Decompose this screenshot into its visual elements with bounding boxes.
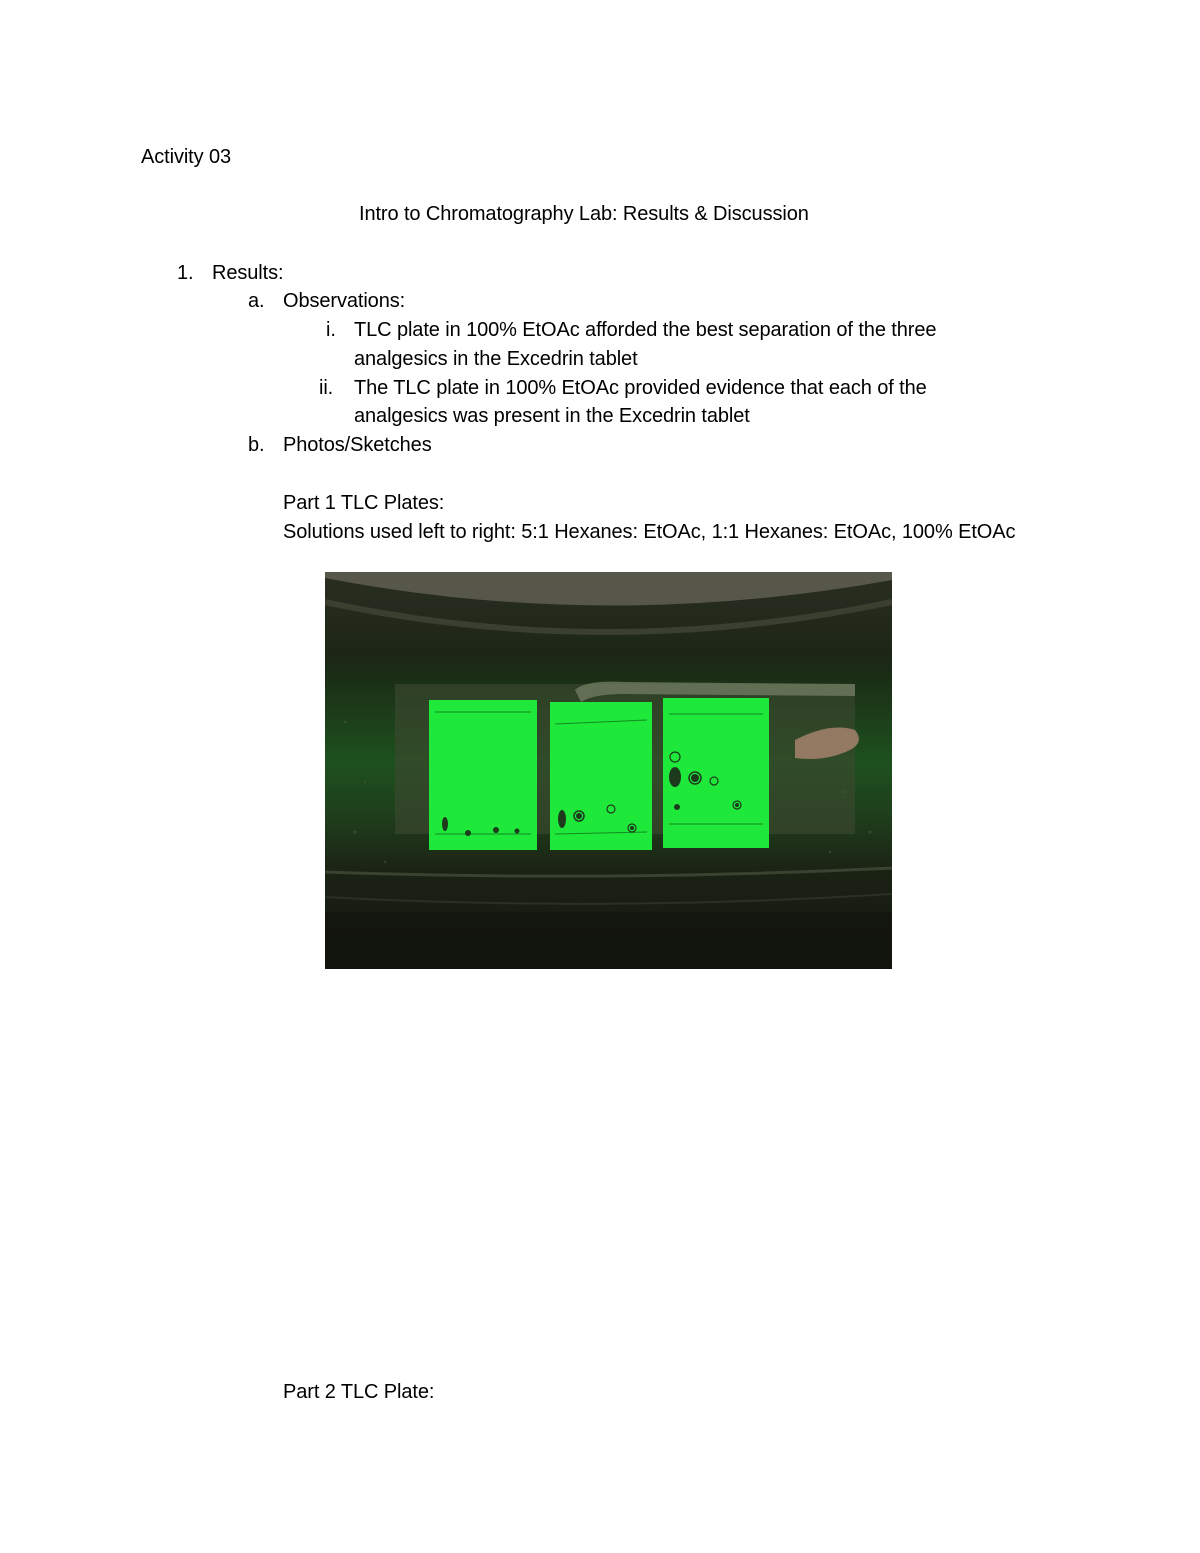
- observation-1-line-2: analgesics in the Excedrin tablet: [354, 348, 638, 370]
- list-number-1: 1.: [177, 262, 194, 284]
- observation-1-line-1: TLC plate in 100% EtOAc afforded the best separation of the three: [354, 319, 937, 341]
- list-marker-i: i.: [326, 319, 336, 341]
- observation-2-line-1: The TLC plate in 100% EtOAc provided evidence that each of the: [354, 377, 927, 399]
- list-marker-ii: ii.: [319, 377, 334, 399]
- list-marker-a: a.: [248, 290, 265, 312]
- tlc-plate-2: [550, 702, 652, 850]
- tlc-plates-photo: [325, 572, 892, 969]
- page-title: Intro to Chromatography Lab: Results & Discussion: [359, 203, 809, 225]
- tlc-plate-1: [429, 700, 537, 850]
- observations-heading: Observations:: [283, 290, 406, 312]
- results-heading: Results:: [212, 262, 284, 284]
- part2-title: Part 2 TLC Plate:: [283, 1381, 435, 1403]
- photos-heading: Photos/Sketches: [283, 434, 432, 456]
- observation-2-line-2: analgesics was present in the Excedrin tablet: [354, 405, 750, 427]
- part1-caption: Solutions used left to right: 5:1 Hexanes: EtOAc, 1:1 Hexanes: EtOAc, 100% EtOAc: [283, 521, 1016, 543]
- part1-title: Part 1 TLC Plates:: [283, 492, 445, 514]
- tlc-plate-3: [663, 698, 769, 848]
- list-marker-b: b.: [248, 434, 265, 456]
- activity-label: Activity 03: [141, 146, 232, 168]
